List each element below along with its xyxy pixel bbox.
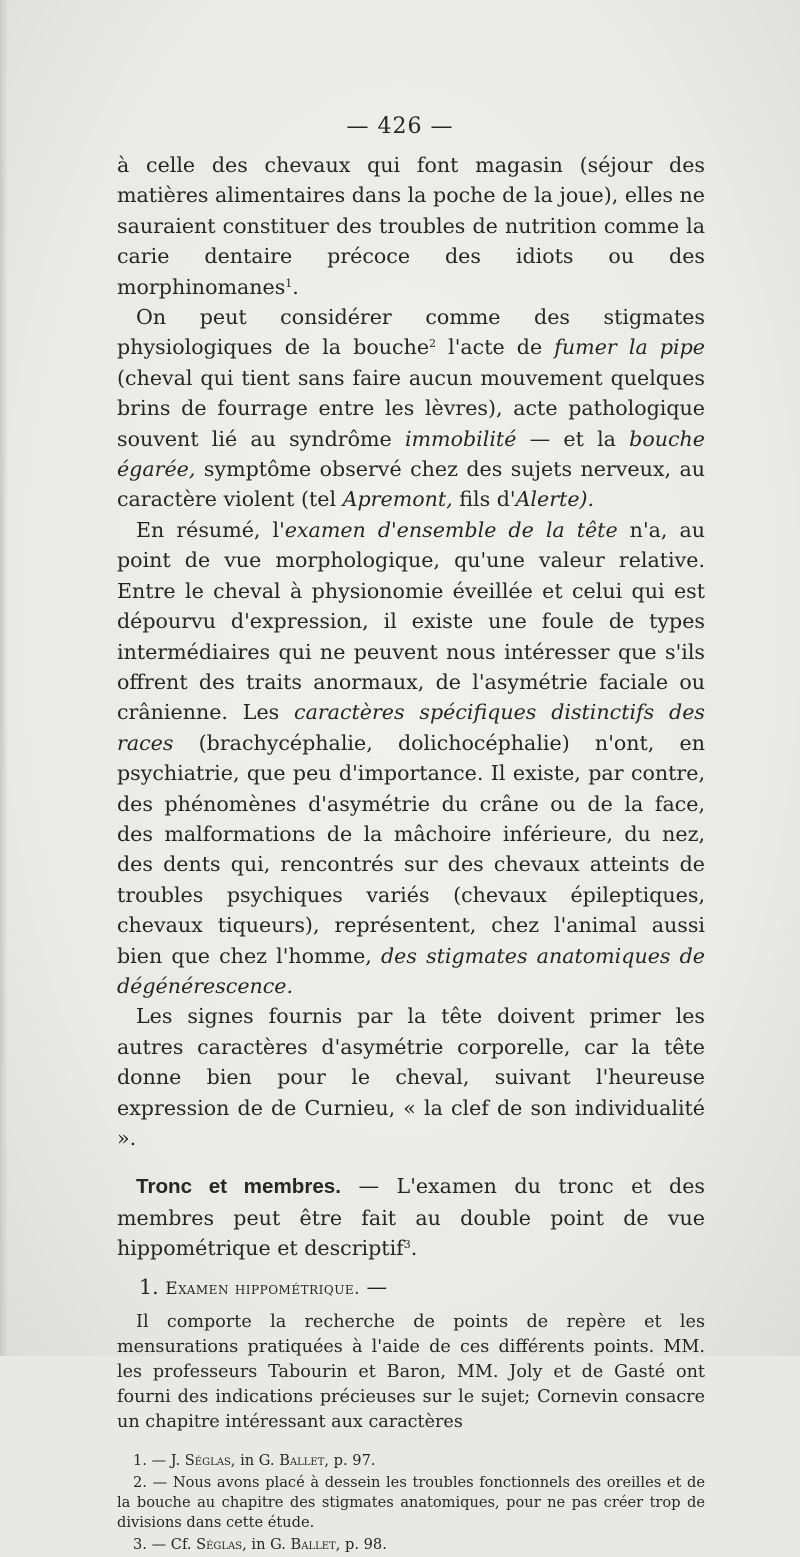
footnote-ref-3[interactable]: 3 (403, 1238, 411, 1252)
page-body (117, 150, 705, 1557)
italic-term: fumer la pipe (554, 335, 705, 360)
italic-term: examen d'ensemble de la tête (284, 517, 618, 542)
italic-term: des stigmates anatomiques de dégénérescence. (117, 943, 705, 998)
paragraph-4: Les signes fournis par la tête doivent primer les autres caractères d'asymétrie corporelle, car la tête donne bien pour le cheval, suivant l'heureuse expression de de Curnieu, « la clef de son individualité ». (117, 1004, 705, 1150)
footnote-2: 2. — Nous avons placé à dessein les troubles fonctionnels des oreilles et de la bouche au chapitre des stigmates anatomiques, pour ne pas créer trop de divisions dans cette étude. (117, 1473, 706, 1531)
paragraph-1: à celle des chevaux qui font magasin (séjour des matières alimentaires dans la poche de la joue), elles ne sauraient constituer des troubles de nutrition comme la carie dentaire précoce des idiots ou des morphinomanes$^1$. (117, 153, 705, 299)
italic-name: Apremont, (342, 487, 453, 512)
page-edge-shadow (0, 0, 8, 1356)
footnotes (117, 1451, 705, 1555)
small-paragraph: Il comporte la recherche de points de repère et les mensurations pratiquées à l'aide de ces différents points. MM. les professeurs Tabourin et Baron, MM. Joly et de Gasté ont fourni des indications précieuses sur le sujet; Cornevin consacre un chapitre intéressant aux caractères (117, 1311, 705, 1432)
page-number: — 426 — (346, 114, 454, 139)
footnote-3: 3. — Cf. Séglas, in G. Ballet, p. 98. (133, 1535, 387, 1553)
paragraph-2: On peut considérer comme des stigmates physiologiques de la bouche$^2$ l'acte de fumer la pipe (cheval qui tient sans faire aucun mouvement quelques brins de fourrage entre les lèvres), acte pathologique souvent lié au syndrôme immobilité — et la bouche égarée, symptôme observé chez des sujets nerveux, au caractère violent (tel Apremont, fils d'Alerte). (117, 305, 705, 512)
footnote-1: 1. — J. Séglas, in G. Ballet, p. 97. (133, 1451, 376, 1469)
italic-term: immobilité (404, 426, 517, 451)
paragraph-3: En résumé, l'examen d'ensemble de la tête n'a, au point de vue morphologique, qu'une valeur relative. Entre le cheval à physionomie éveillée et celui qui est dépourvu d'expression, il existe une foule de types intermédiaires qui ne peuvent nous intéresser que s'ils offrent des traits anormaux, de l'asymétrie faciale ou crânienne. Les caractères spécifiques distinctifs des races (brachycéphalie, dolichocéphalie) n'ont, en psychiatrie, que peu d'importance. Il existe, par contre, des phénomènes d'asymétrie du crâne ou de la face, des malformations de la mâchoire inférieure, du nez, des dents qui, rencontrés sur des chevaux atteints de troubles psychiques variés (chevaux épileptiques, chevaux tiqueurs), représentent, chez l'animal aussi bien que chez l'homme, des stigmates anatomiques de dégénérescence. (117, 517, 705, 998)
italic-term: caractères spécifiques distinctifs des races (117, 700, 705, 755)
italic-term: bouche égarée, (117, 426, 705, 482)
footnote-ref-1[interactable]: 1 (285, 276, 293, 290)
section-heading-inline: Tronc et membres. (136, 1175, 341, 1199)
italic-name: Alerte). (515, 487, 595, 512)
paragraph-5: Tronc et membres. — L'examen du tronc et des membres peut être fait au double point de vue hippométrique et descriptif$^3$. (117, 1174, 705, 1261)
footnote-ref-2[interactable]: 2 (429, 337, 437, 351)
subsection-heading: 1. Examen hippométrique. — (139, 1274, 388, 1299)
